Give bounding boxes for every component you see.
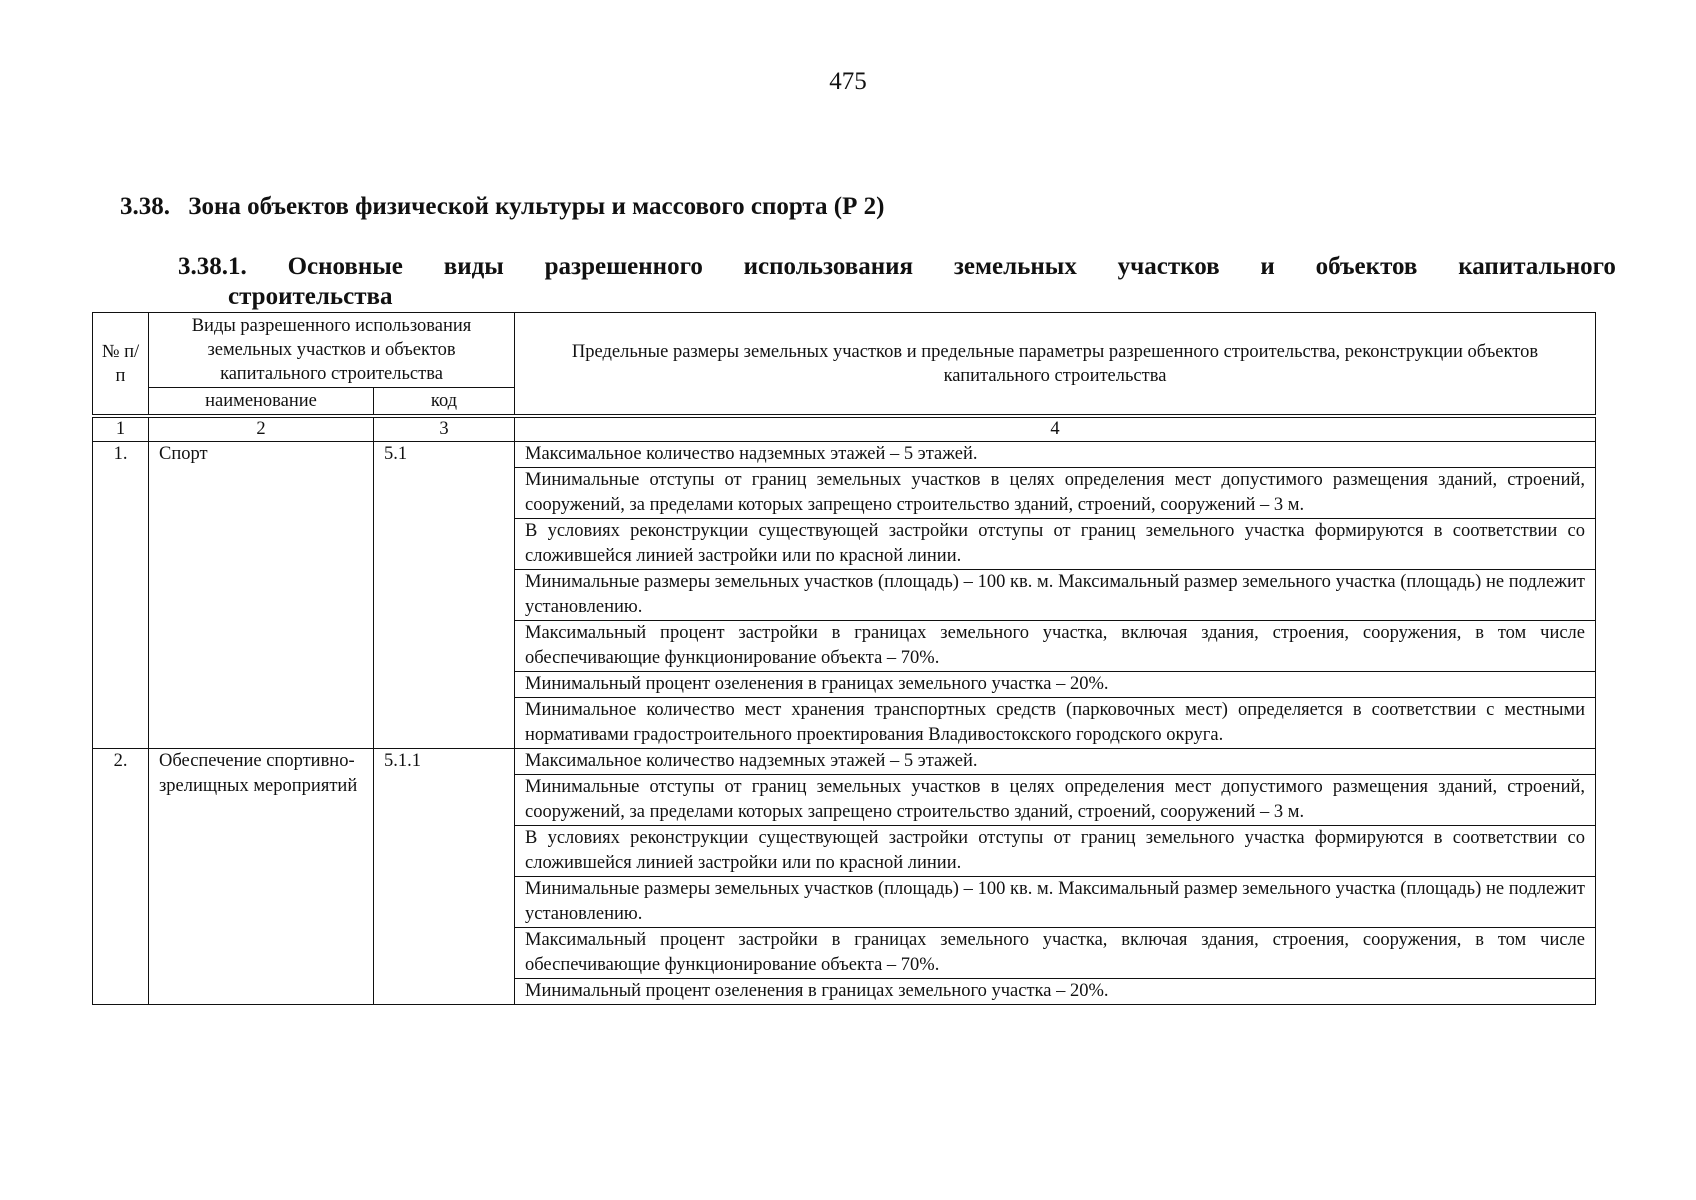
table-row bbox=[93, 442, 1596, 468]
page-number: 475 bbox=[829, 68, 867, 95]
row-parameter: Максимальный процент застройки в границах земельного участка, включая здания, строения, сооружения, в том числе обеспечивающие функционирование объекта – 70%. bbox=[515, 928, 1596, 979]
subsection-title-word: разрешенного bbox=[544, 253, 703, 280]
row-parameter: Минимальный процент озеленения в границах земельного участка – 20%. bbox=[515, 979, 1596, 1005]
row-parameter: Минимальные размеры земельных участков (площадь) – 100 кв. м. Максимальный размер земельного участка (площадь) не подлежит установлению. bbox=[515, 570, 1596, 621]
column-numbers-row bbox=[93, 418, 1596, 442]
column-number: 4 bbox=[515, 418, 1596, 442]
row-parameter: Минимальные отступы от границ земельных участков в целях определения мест допустимого размещения зданий, строений, сооружений, за пределами которых запрещено строительство зданий, строений, сооружений – 3 м. bbox=[515, 468, 1596, 519]
row-name: Обеспечение спортивно-зрелищных мероприятий bbox=[149, 749, 374, 1005]
row-parameter: Минимальное количество мест хранения транспортных средств (парковочных мест) определяется в соответствии с местными нормативами градостроительного проектирования Владивостокского городского округа. bbox=[515, 698, 1596, 749]
column-number: 3 bbox=[374, 418, 515, 442]
column-number: 1 bbox=[93, 418, 149, 442]
subsection-title-word: Основные bbox=[287, 253, 403, 280]
row-parameter: Максимальное количество надземных этажей – 5 этажей. bbox=[515, 442, 1596, 468]
subsection-number: 3.38.1. bbox=[178, 253, 247, 280]
row-parameter: Максимальное количество надземных этажей – 5 этажей. bbox=[515, 749, 1596, 775]
subsection-title-word: капитального bbox=[1458, 253, 1616, 280]
row-parameter: Максимальный процент застройки в границах земельного участка, включая здания, строения, сооружения, в том числе обеспечивающие функционирование объекта – 70%. bbox=[515, 621, 1596, 672]
header-params: Предельные размеры земельных участков и предельные параметры разрешенного строительства, реконструкции объектов капитального строительства bbox=[515, 313, 1596, 415]
row-parameter: В условиях реконструкции существующей застройки отступы от границ земельного участка формируются в соответствии со сложившейся линией застройки или по красной линии. bbox=[515, 826, 1596, 877]
row-number: 2. bbox=[93, 749, 149, 1005]
subsection-title-line2: строительства bbox=[228, 283, 393, 310]
header-num: № п/п bbox=[93, 313, 149, 415]
subsection-title-word: участков bbox=[1117, 253, 1220, 280]
header-name: наименование bbox=[149, 388, 374, 415]
column-number: 2 bbox=[149, 418, 374, 442]
subsection-title-word: и bbox=[1260, 253, 1275, 280]
section-title-text: Зона объектов физической культуры и массового спорта (Р 2) bbox=[188, 193, 885, 220]
subsection-title-word: виды bbox=[443, 253, 504, 280]
table-body bbox=[93, 442, 1596, 1005]
row-parameter: Минимальные размеры земельных участков (площадь) – 100 кв. м. Максимальный размер земельного участка (площадь) не подлежит установлению. bbox=[515, 877, 1596, 928]
permitted-use-table bbox=[92, 312, 1596, 1005]
header-types: Виды разрешенного использования земельных участков и объектов капитального строительства bbox=[149, 313, 515, 388]
row-code: 5.1 bbox=[374, 442, 515, 749]
subsection-title-word: объектов bbox=[1315, 253, 1418, 280]
row-name: Спорт bbox=[149, 442, 374, 749]
row-code: 5.1.1 bbox=[374, 749, 515, 1005]
row-parameter: В условиях реконструкции существующей застройки отступы от границ земельного участка формируются в соответствии со сложившейся линией застройки или по красной линии. bbox=[515, 519, 1596, 570]
row-parameter: Минимальный процент озеленения в границах земельного участка – 20%. bbox=[515, 672, 1596, 698]
subsection-title-word: использования bbox=[743, 253, 914, 280]
subsection-title-line1 bbox=[178, 252, 1616, 282]
subsection-title bbox=[178, 252, 1616, 312]
row-parameter: Минимальные отступы от границ земельных участков в целях определения мест допустимого размещения зданий, строений, сооружений, за пределами которых запрещено строительство зданий, строений, сооружений – 3 м. bbox=[515, 775, 1596, 826]
section-title bbox=[120, 193, 884, 221]
header-code: код bbox=[374, 388, 515, 415]
table-row bbox=[93, 749, 1596, 775]
section-number: 3.38. bbox=[120, 193, 170, 220]
subsection-title-word: земельных bbox=[953, 253, 1077, 280]
row-number: 1. bbox=[93, 442, 149, 749]
